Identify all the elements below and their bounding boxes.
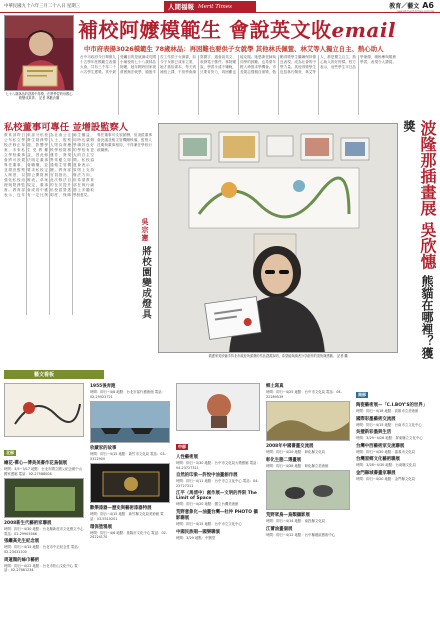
listing-info: 時間：即日~4/15 地點：台中市立文化中心 [176, 521, 242, 526]
lamp-article-title [112, 218, 152, 353]
listing-title[interactable]: 陶瓷藝術展—「C.I.BOY'S的世界」 [356, 403, 428, 408]
section-name: 教育／藝文 [389, 3, 420, 10]
main-article-body: 台中市政府今日舉辦九十五學年度模範生表揚大會，共有三千零二十六名學生獲獎。其中最受矚目的是就讀成功國小補校的七十八歲林品阿嬤，她年輕時因家境貧困無法就學，婚後辛苦工作供子女讀書，如今子女都已成家立業，她才重拾書本，每天到補校上課，不但學會讀寫國字，還會說英文、收發電子郵件。林阿嬤說，學習永遠不嫌晚，只要肯努力，再困難也能克服。她感謝老師與同學的鼓勵，也希望年輕人珍惜求學機會。市長胡志強親自頒獎，勉勵得獎學生繼續保持優良表現，成為社會的中堅力量。其他得獎學生包括林氏佩萱、林艾等人，都是獨立自主、熱心助人的好榜樣。校方表示，這些學生平日品學兼優，積極參與服務學習，表現令人讚賞。 [80, 55, 396, 74]
listing-image-art [4, 478, 84, 518]
listing-info: 時間：即日~4/15 地點：新竹市文化局 電話：03-5322900 [90, 452, 166, 461]
listing-image-boats [90, 401, 170, 443]
bologna-article-headline [402, 120, 437, 365]
listing-info: 時間：即日~4/20 地點：彰化縣文化局 [266, 450, 326, 455]
listing-title[interactable]: 江平（馬清中）創作展—文明的界限 The Limit of Space [176, 491, 257, 502]
portrait-caption: 七十八歲林品的證書中得獎，在將學習的母親心路變成真實。 記者 林歡沂攝 [5, 92, 73, 101]
listing-info: 時間：即日~4/11 地點：台中市立文化中心 電話：04-23727311 [176, 479, 259, 488]
bologna-headline-text: 波隆那插畫展 吳欣憓 [418, 120, 437, 270]
listing-title[interactable]: 國際彩墨藝術交流展 [356, 416, 396, 422]
listing-image-painting [266, 401, 350, 441]
listing-image-calligraphy [4, 383, 84, 437]
portrait-photo [4, 15, 74, 91]
newspaper-logo[interactable] [164, 1, 256, 12]
listing-title[interactable]: 荒野眾鳥—鳥類攝影展 [266, 513, 310, 519]
lamp-article-title-text: 將校園變成燈具 [140, 246, 151, 320]
region-tag: 南部 [358, 392, 366, 397]
page-number: A6 [422, 1, 434, 10]
listing-info: 時間：即日~4/15 地點：台北市中正紀念堂 電話：02-23431100 [4, 545, 82, 554]
region-tag: 北部 [6, 450, 14, 455]
listing-info: 時間：即日~4/14 地點：南投縣文化局 [266, 519, 326, 524]
subheadline: 中市府表揚3026模範生 78歲林品：再困難也要供子女就學 其他林氏佩萱、林艾等人獨立自主、熱心助人 [84, 45, 384, 53]
listing-info: 時間：即日~4/20 地點：國立台灣美術館 [176, 502, 239, 507]
listing-info: 時間：即日~4/15 地點：新竹縣文化局美術館 電話：03-5510201 [90, 512, 164, 521]
listing-info: 時間：3/29~4/26 地點：屏東縣立文化中心 [356, 436, 423, 441]
contact-email[interactable]: news@merit-times.com.tw [396, 8, 434, 13]
listing-column-central-2 [266, 381, 350, 617]
listing-title[interactable]: 繪花‧禪心—傅美美書作花鳥個展 [4, 461, 67, 466]
listing-info: 時間：3/29 地點：中興堂 [176, 535, 216, 540]
listing-info: 時間：即日~4/20 地點：金門縣文化局 [356, 476, 416, 481]
listing-title[interactable]: 1955後奔跑 [90, 384, 116, 389]
listing-info: 時間：即日~4/28 地點：彰化縣立美術館 [266, 463, 329, 468]
listing-title[interactable]: 台灣原鄉文化藝術聯展 [356, 457, 400, 463]
listing-column-south [356, 381, 436, 617]
listing-info: 時間：即日~4/25 地點：台中市文化局 電話：04-22289539 [266, 390, 342, 399]
listing-image-lacquer [90, 463, 170, 503]
region-tag: 中部 [178, 444, 186, 449]
listing-title[interactable]: 2008新生代藝術家聯展 [4, 521, 52, 527]
listing-title[interactable]: 荒野意象化—油畫台灣—杜仲 PHOTO 攝影聯展 [176, 509, 258, 521]
listing-title[interactable]: 周蓮顏的絲巾藝術 [4, 557, 40, 563]
listing-column-north-2 [90, 381, 170, 617]
private-schools-article-side: 專任董事可支領薪酬，但須經董事會決議並報主管機關核備。監察人任期與董事相同，不得兼任學校行政職務。 [97, 133, 152, 152]
listing-title[interactable]: 人性藝術展 [176, 455, 198, 460]
listing-image-birds [266, 470, 350, 510]
listing-title[interactable]: 環保塗鴉展 [90, 524, 112, 530]
listing-info: 時間：即日~4/15 地點：台南市立文化中心 [356, 422, 422, 427]
listing-column-central [176, 381, 260, 617]
logo-english: Merit Times [198, 3, 232, 10]
listing-title[interactable]: 鄉土寫真 [266, 384, 284, 389]
dateline: 中華民國九十六年三月二十八日 星期三 [4, 4, 81, 9]
listing-image-sculpture [176, 383, 260, 431]
listing-title[interactable]: 中國民族唱—國樂聯演 [176, 529, 220, 535]
listing-title[interactable]: 金門縣城書畫家聯展 [356, 470, 396, 476]
listing-info: 時間：即日~3/30 地點：台中市文化局大墩藝廊 電話：04-23727311 [176, 461, 260, 470]
listing-info: 時間：即日~4/22 地點：台北市松山文化中心 電話：02-27661234 [4, 563, 78, 573]
logo-chinese: 人間福報 [168, 3, 194, 11]
listing-info: 時間：即日~4/30 地點：嘉義市文化局 [356, 449, 416, 454]
listing-title[interactable]: 彰化生態二選畫展 [266, 457, 302, 463]
listing-info: 時間：即日~4/6 地點：基隆市文化中心 電話：02-24224170 [90, 530, 168, 540]
private-schools-article-body: 教育部昨日公布私立學校法修正草案，未來私立學校董事會將可設置專任董事，並增設監察人制度，以強化私校治理與財務監督。教育部表示，近年來部分私校發生財務弊端，影響學生受教權益，因此修法明定董事會職權，並要求私校定期公開財務報表。草案規定，董事會成員中應有一定比例為社會公正人士，監察人則負責稽核學校財務運作，發現異常應立即通報主管機關。教育部官員指出，此次修法目的在於提升私校經營透明度，保障師生權益，同時也讓辦學績效良好的學校有更大的自主空間。私校協進會表示，原則上支持修法方向，但希望教育部在執行細節上多聽取學校意見。 [4, 133, 94, 197]
article-headline-private-schools: 私校董事可專任 並增設監察人 [4, 122, 129, 133]
photo-caption: 插畫家吳欣憓手持北市政府所頒發的作品證書說明，希望能與讀者分享創作的喜悅與感動。 記者 攝 [208, 354, 348, 358]
listing-title[interactable]: 2008年中國書畫交流展 [266, 444, 314, 450]
listing-info: 時間：3/28~4/30 地點：台南縣文化局 [356, 463, 416, 468]
headline-email-word: email [331, 18, 397, 42]
main-headline [78, 14, 438, 44]
listing-title[interactable]: 台灣中西藝術家交流聯展 [356, 443, 405, 449]
listing-title[interactable]: 收藏家的故事 [90, 446, 117, 452]
lamp-article-author: 吳宗憲 [141, 218, 150, 242]
listing-title[interactable]: 張繼高先生紀念展 [4, 539, 40, 545]
listing-info: 時間：即日~4/8 地點：台北市當代藝術館 電話：02-25523721 [90, 390, 165, 399]
listing-title[interactable]: 歡樂漆器—歷史與藝術漆器特展 [90, 506, 152, 512]
arts-listing-banner: 藝文看板 [4, 370, 104, 379]
listing-title[interactable]: 吳璧新彩墨與生活 [356, 430, 392, 436]
listing-info: 時間：即日~4/18 地點：高雄市立美術館 [356, 409, 419, 413]
headline-text: 補校阿嬤模範生 會說英文收 [78, 18, 332, 42]
listing-column-north [4, 381, 84, 617]
listing-title[interactable]: 江蕾油畫個展 [266, 526, 293, 532]
listing-info: 時間：即日~4/30 地點：台北縣新莊市文化藝文中心 電話：02-29905566 [4, 527, 84, 536]
listing-title[interactable]: 自然的印象—許悅中油畫創作展 [176, 473, 238, 479]
illustrator-photo [158, 123, 398, 353]
bologna-headline-subtitle: 熊貓在哪裡？獲獎 [402, 120, 434, 360]
listing-info: 時間：即日~4/12 地點：台中縣港區藝術中心 [266, 532, 336, 537]
listing-info: 時間：3/5~3/17 地點：台北市國立國父紀念館中山國家畫廊 電話：02-27588008 [4, 467, 83, 476]
